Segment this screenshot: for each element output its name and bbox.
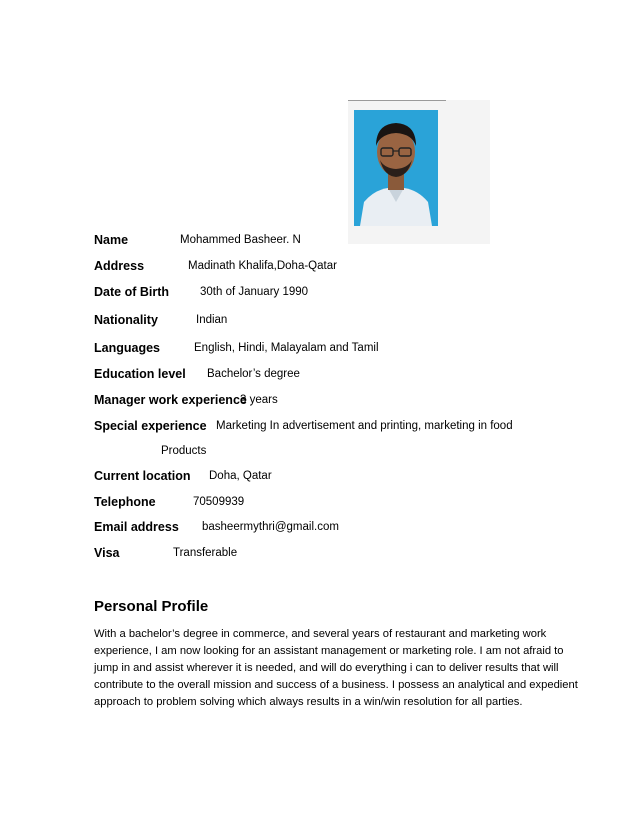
profile-line: jump in and assist wherever it is needed, and will do everything i can to deliver results that will — [94, 662, 559, 674]
detail-label: Visa — [94, 546, 120, 560]
detail-label: Date of Birth — [94, 285, 169, 299]
detail-value: Doha, Qatar — [209, 470, 272, 482]
photo-divider — [348, 100, 446, 101]
detail-value: 70509939 — [193, 496, 245, 508]
detail-value: 30th of January 1990 — [200, 286, 309, 298]
detail-label: Address — [94, 259, 145, 273]
detail-value: basheermythri@gmail.com — [202, 521, 339, 533]
detail-value: 3 years — [240, 394, 278, 406]
detail-label: Telephone — [94, 495, 156, 509]
detail-value: Indian — [196, 314, 228, 326]
detail-value: English, Hindi, Malayalam and Tamil — [194, 342, 379, 354]
profile-photo-frame — [348, 100, 490, 244]
detail-label: Name — [94, 233, 129, 247]
detail-label: Current location — [94, 469, 191, 483]
detail-value: Mohammed Basheer. N — [180, 234, 301, 246]
detail-label: Languages — [94, 341, 160, 355]
detail-label: Education level — [94, 367, 186, 381]
detail-value-continued: Products — [161, 445, 207, 457]
profile-photo — [354, 110, 438, 226]
detail-label: Email address — [94, 520, 179, 534]
detail-label: Manager work experience — [94, 393, 247, 407]
detail-value: Transferable — [173, 547, 238, 559]
section-heading: Personal Profile — [94, 598, 209, 615]
detail-value: Marketing In advertisement and printing, marketing in food — [216, 420, 513, 432]
profile-line: With a bachelor’s degree in commerce, and several years of restaurant and marketing work — [94, 628, 547, 640]
detail-value: Madinath Khalifa,Doha-Qatar — [188, 260, 337, 272]
profile-paragraph — [94, 626, 578, 711]
profile-line: approach to problem solving which always results in a win/win resolution for all parties. — [94, 696, 523, 708]
detail-label: Nationality — [94, 313, 158, 327]
profile-line: experience, I am now looking for an assistant management or marketing role. I am not afraid to — [94, 645, 564, 657]
detail-value: Bachelor’s degree — [207, 368, 300, 380]
detail-label: Special experience — [94, 419, 207, 433]
profile-line: contribute to the overall mission and success of a business. I possess an analytical and expedient — [94, 679, 578, 691]
